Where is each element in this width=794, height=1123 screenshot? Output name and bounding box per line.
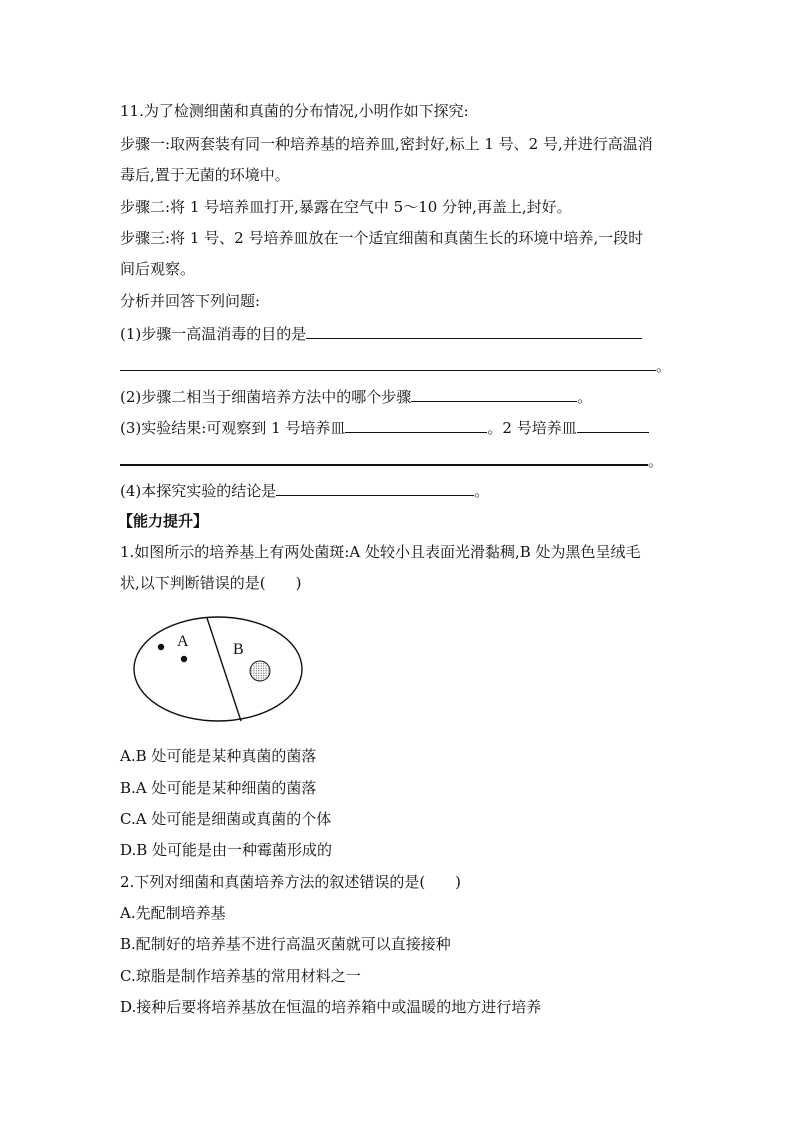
petri-dish-figure [128,612,308,727]
q1-option-a[interactable]: A.B 处可能是某种真菌的菌落 [120,747,317,765]
answer-blank-3c[interactable] [120,448,648,466]
answer-blank-2[interactable] [411,385,577,402]
q11-step3-line2: 间后观察。 [120,260,196,278]
q11-step2: 步骤二:将 1 号培养皿打开,暴露在空气中 5～10 分钟,再盖上,封好。 [120,198,572,216]
label-b: B [233,641,244,658]
answer-blank-4[interactable] [276,479,474,496]
q2-stem: 2.下列对细菌和真菌培养方法的叙述错误的是( ) [120,873,462,891]
dividing-line [207,618,241,721]
answer-blank-3a[interactable] [345,416,487,433]
q1-stem-line2: 状,以下判断错误的是( ) [120,574,302,592]
q11-title: 11.为了检测细菌和真菌的分布情况,小明作如下探究: [120,102,469,120]
q11-step1-line2: 毒后,置于无菌的环境中。 [120,166,290,184]
q11-sub3-text-b: 。2 号培养皿 [487,419,577,437]
q11-sub4-text: (4)本探究实验的结论是 [120,482,277,500]
petri-dish-outline [134,617,302,721]
period-4: 。 [474,482,490,500]
q1-option-d[interactable]: D.B 处可能是由一种霉菌形成的 [120,841,333,859]
q11-step3-line1: 步骤三:将 1 号、2 号培养皿放在一个适宜细菌和真菌生长的环境中培养,一段时 [120,229,644,247]
q2-option-d[interactable]: D.接种后要将培养基放在恒温的培养箱中或温暖的地方进行培养 [120,998,542,1016]
section-title: 【能力提升】 [118,512,209,530]
q1-stem-line1: 1.如图所示的培养基上有两处菌斑:A 处较小且表面光滑黏稠,B 处为黑色呈绒毛 [120,543,641,561]
answer-blank-1b[interactable] [120,354,656,371]
q11-sub3 [120,416,649,438]
q2-option-b[interactable]: B.配制好的培养基不进行高温灭菌就可以直接接种 [120,935,451,953]
period-3: 。 [648,452,664,470]
q1-option-b[interactable]: B.A 处可能是某种细菌的菌落 [120,779,317,797]
label-a: A [177,633,189,650]
q11-sub1 [120,322,642,344]
period-2: 。 [577,388,593,406]
q11-sub1-text: (1)步骤一高温消毒的目的是 [120,325,307,343]
q11-sub3-continued [120,448,663,471]
q11-sub3-text-a: (3)实验结果:可观察到 1 号培养皿 [120,419,346,437]
q11-sub2 [120,385,592,407]
period-1: 。 [656,357,672,375]
q11-sub2-text: (2)步骤二相当于细菌培养方法中的哪个步骤 [120,388,412,406]
answer-blank-3b[interactable] [577,416,649,433]
colony-a-dot-1 [158,644,164,650]
answer-blank-1a[interactable] [306,322,642,339]
q2-option-a[interactable]: A.先配制培养基 [120,904,226,922]
q11-analysis: 分析并回答下列问题: [120,292,261,310]
q11-step1-line1: 步骤一:取两套装有同一种培养基的培养皿,密封好,标上 1 号、2 号,并进行高温消 [120,135,653,153]
q11-sub4 [120,479,489,501]
colony-b-fuzzy [250,661,270,681]
q2-option-c[interactable]: C.琼脂是制作培养基的常用材料之一 [120,967,361,985]
q11-sub1-continued [120,354,671,376]
q1-option-c[interactable]: C.A 处可能是细菌或真菌的个体 [120,810,332,828]
colony-a-dot-2 [181,656,187,662]
